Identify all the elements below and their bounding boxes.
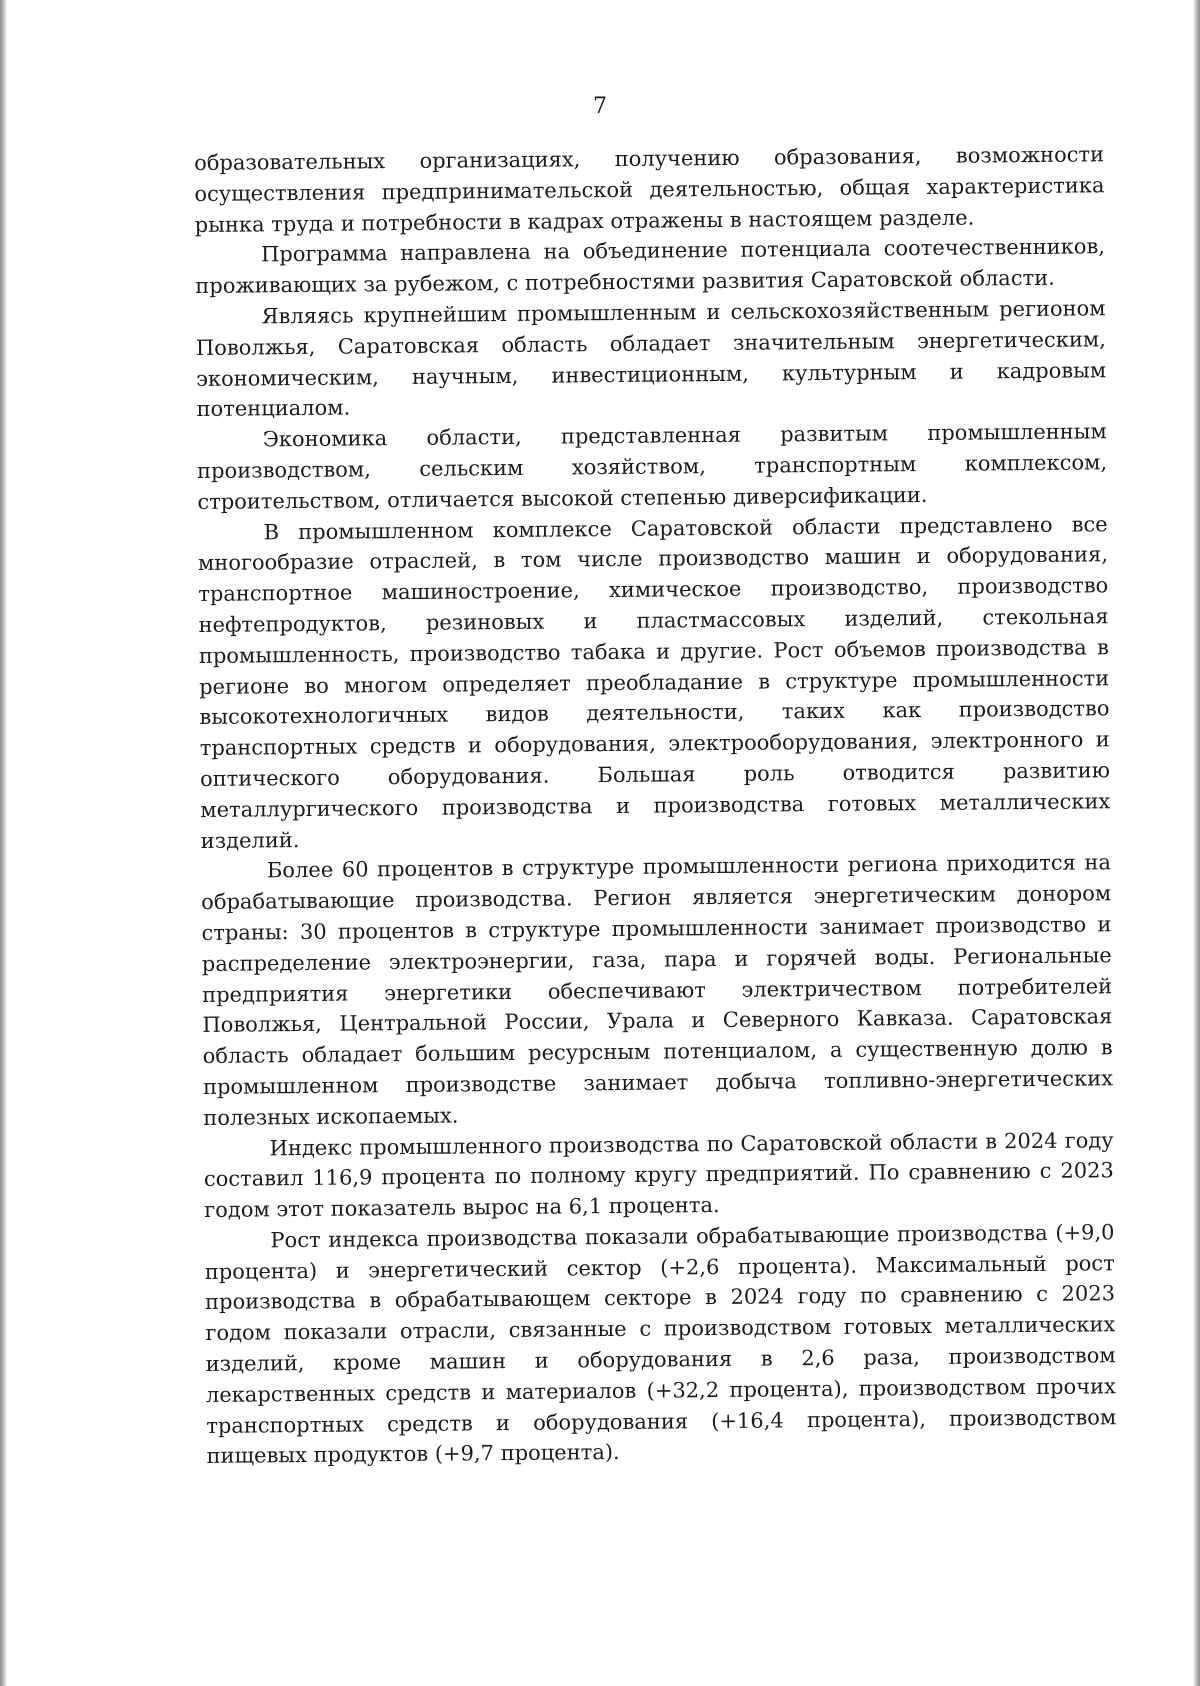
paragraph-program-goal: Программа направлена на объединение потенциала соотечественников, проживающих за рубежом, с потребностями развития Саратовской области.	[195, 234, 1106, 299]
paragraph-region-potential: Являясь крупнейшим промышленным и сельскохозяйственным регионом Поволжья, Саратовская область обладает значительным энергетическим, экономическим, научным, инвестиционным, культурным и кадровым потенциалом.	[195, 296, 1107, 422]
document-body	[194, 139, 1117, 1472]
paragraph-economy: Экономика области, представленная развитым промышленным производством, сельским хозяйством, транспортным комплексом, строительством, отличается высокой степенью диверсификации.	[196, 419, 1108, 514]
paragraph-production-index: Индекс промышленного производства по Саратовской области в 2024 году составил 116,9 процента по полному кругу предприятий. По сравнению с 2023 годом этот показатель вырос на 6,1 процента.	[203, 1127, 1114, 1223]
paragraph-industry-structure: Более 60 процентов в структуре промышленности региона приходится на обрабатывающие производства. Регион является энергетическим донором страны: 30 процентов в структуре промышленности занимает производство и распределение электроэнергии, газа, пара и горячей воды. Региональные предприятия энергетики обеспечивают электричеством потребителей Поволжья, Центральной России, Урала и Северного Кавказа. Саратовская область обладает большим ресурсным потенциалом, а существенную долю в промышленном производстве занимает добыча топливно-энергетических полезных ископаемых.	[201, 850, 1114, 1130]
paragraph-industry-complex: В промышленном комплексе Саратовской области представлено все многообразие отраслей, в том числе производство машин и оборудования, транспортное машиностроение, химическое производство, производство нефтепродуктов, резиновых и пластмассовых изделий, стекольная промышленность, производство табака и другие. Рост объемов производства в регионе во многом определяет преобладание в структуре промышленности высокотехнологичных видов деятельности, таких как производство транспортных средств и оборудования, электрооборудования, электронного и оптического оборудования. Большая роль отводится развитию металлургического производства и производства готовых металлических изделий.	[197, 511, 1111, 853]
paragraph-continued: образовательных организациях, получению образования, возможности осуществления предпринимательской деятельностью, общая характеристика рынка труда и потребности в кадрах отражены в настоящем разделе.	[194, 142, 1105, 237]
scan-edge-left	[0, 0, 7, 1686]
page-number: 7	[593, 94, 607, 119]
scan-edge-right	[1193, 0, 1200, 1686]
paragraph-index-growth: Рост индекса производства показали обрабатывающие производства (+9,0 процента) и энергетический сектор (+2,6 процента). Максимальный рост производства в обрабатывающем секторе в 2024 году по сравнению с 2023 годом показали отрасли, связанные с производством готовых металлических изделий, кроме машин и оборудования в 2,6 раза, производством лекарственных средств и материалов (+32,2 процента), производством прочих транспортных средств и оборудования (+16,4 процента), производством пищевых продуктов (+9,7 процента).	[204, 1220, 1117, 1469]
